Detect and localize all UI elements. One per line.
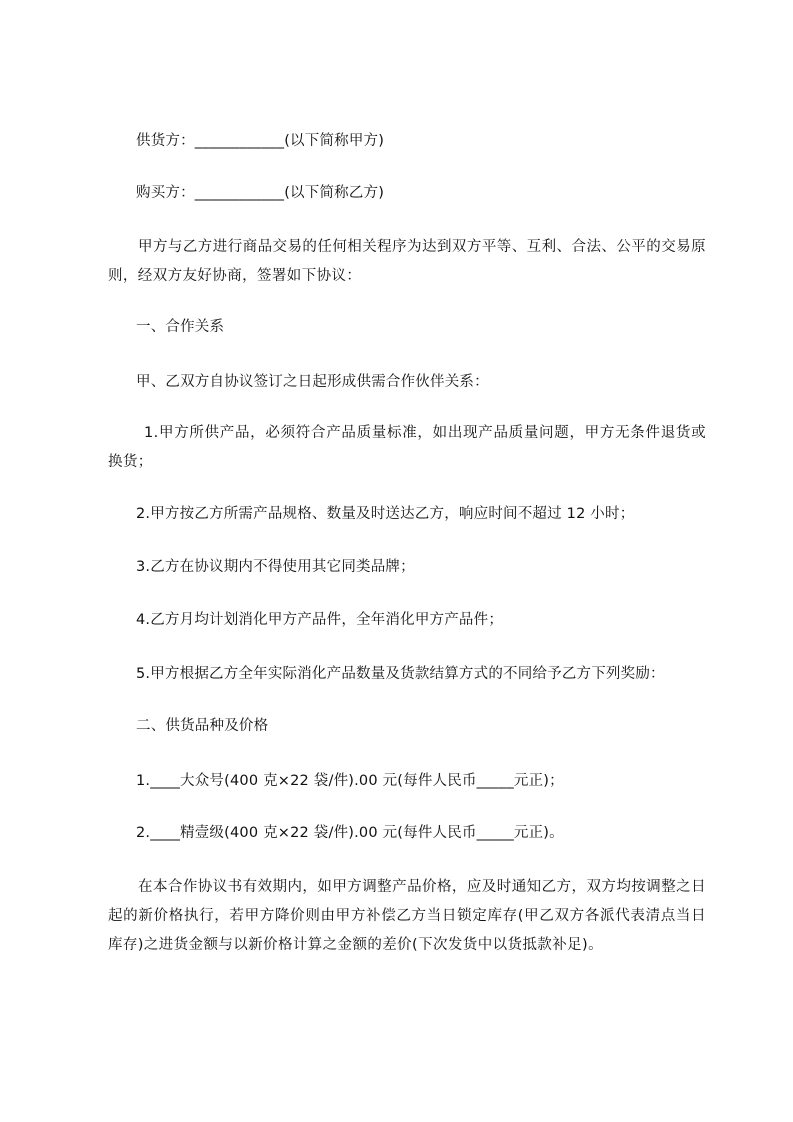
list-item: 2.甲方按乙方所需产品规格、数量及时送达乙方，响应时间不超过 12 小时； [136, 506, 635, 522]
intro-paragraph: 甲方与乙方进行商品交易的任何相关程序为达到双方平等、互利、合法、公平的交易原则，经双方友好协商，签署如下协议： [108, 239, 706, 284]
list-item: 4.乙方月均计划消化甲方产品件，全年消化甲方产品件； [136, 612, 504, 628]
buyer-line: 购买方：____________(以下简称乙方) [136, 185, 385, 201]
section-1-lead: 甲、乙双方自协议签订之日起形成供需合作伙伴关系： [136, 374, 489, 390]
list-item: 5.甲方根据乙方全年实际消化产品数量及货款结算方式的不同给予乙方下列奖励： [136, 666, 665, 682]
list-item: 1.____大众号(400 克×22 袋/件).00 元(每件人民币_____元正)； [136, 773, 564, 789]
section-1-title: 一、合作关系 [136, 319, 225, 335]
list-item: 3.乙方在协议期内不得使用其它同类品牌； [136, 559, 415, 575]
list-item: 1.甲方所供产品，必须符合产品质量标准，如出现产品质量问题，甲方无条件退货或换货； [108, 425, 706, 470]
list-item: 2.____精壹级(400 克×22 袋/件).00 元(每件人民币_____元正)。 [136, 825, 564, 841]
section-2-title: 二、供货品种及价格 [136, 718, 269, 734]
supplier-line: 供货方：____________(以下简称甲方) [136, 133, 385, 149]
price-paragraph: 在本合作协议书有效期内，如甲方调整产品价格，应及时通知乙方，双方均按调整之日起的新价格执行，若甲方降价则由甲方补偿乙方当日锁定库存(甲乙双方各派代表清点当日库存)之进货金额与以新价格计算之金额的差价(下次发货中以货抵款补足)。 [108, 879, 706, 953]
